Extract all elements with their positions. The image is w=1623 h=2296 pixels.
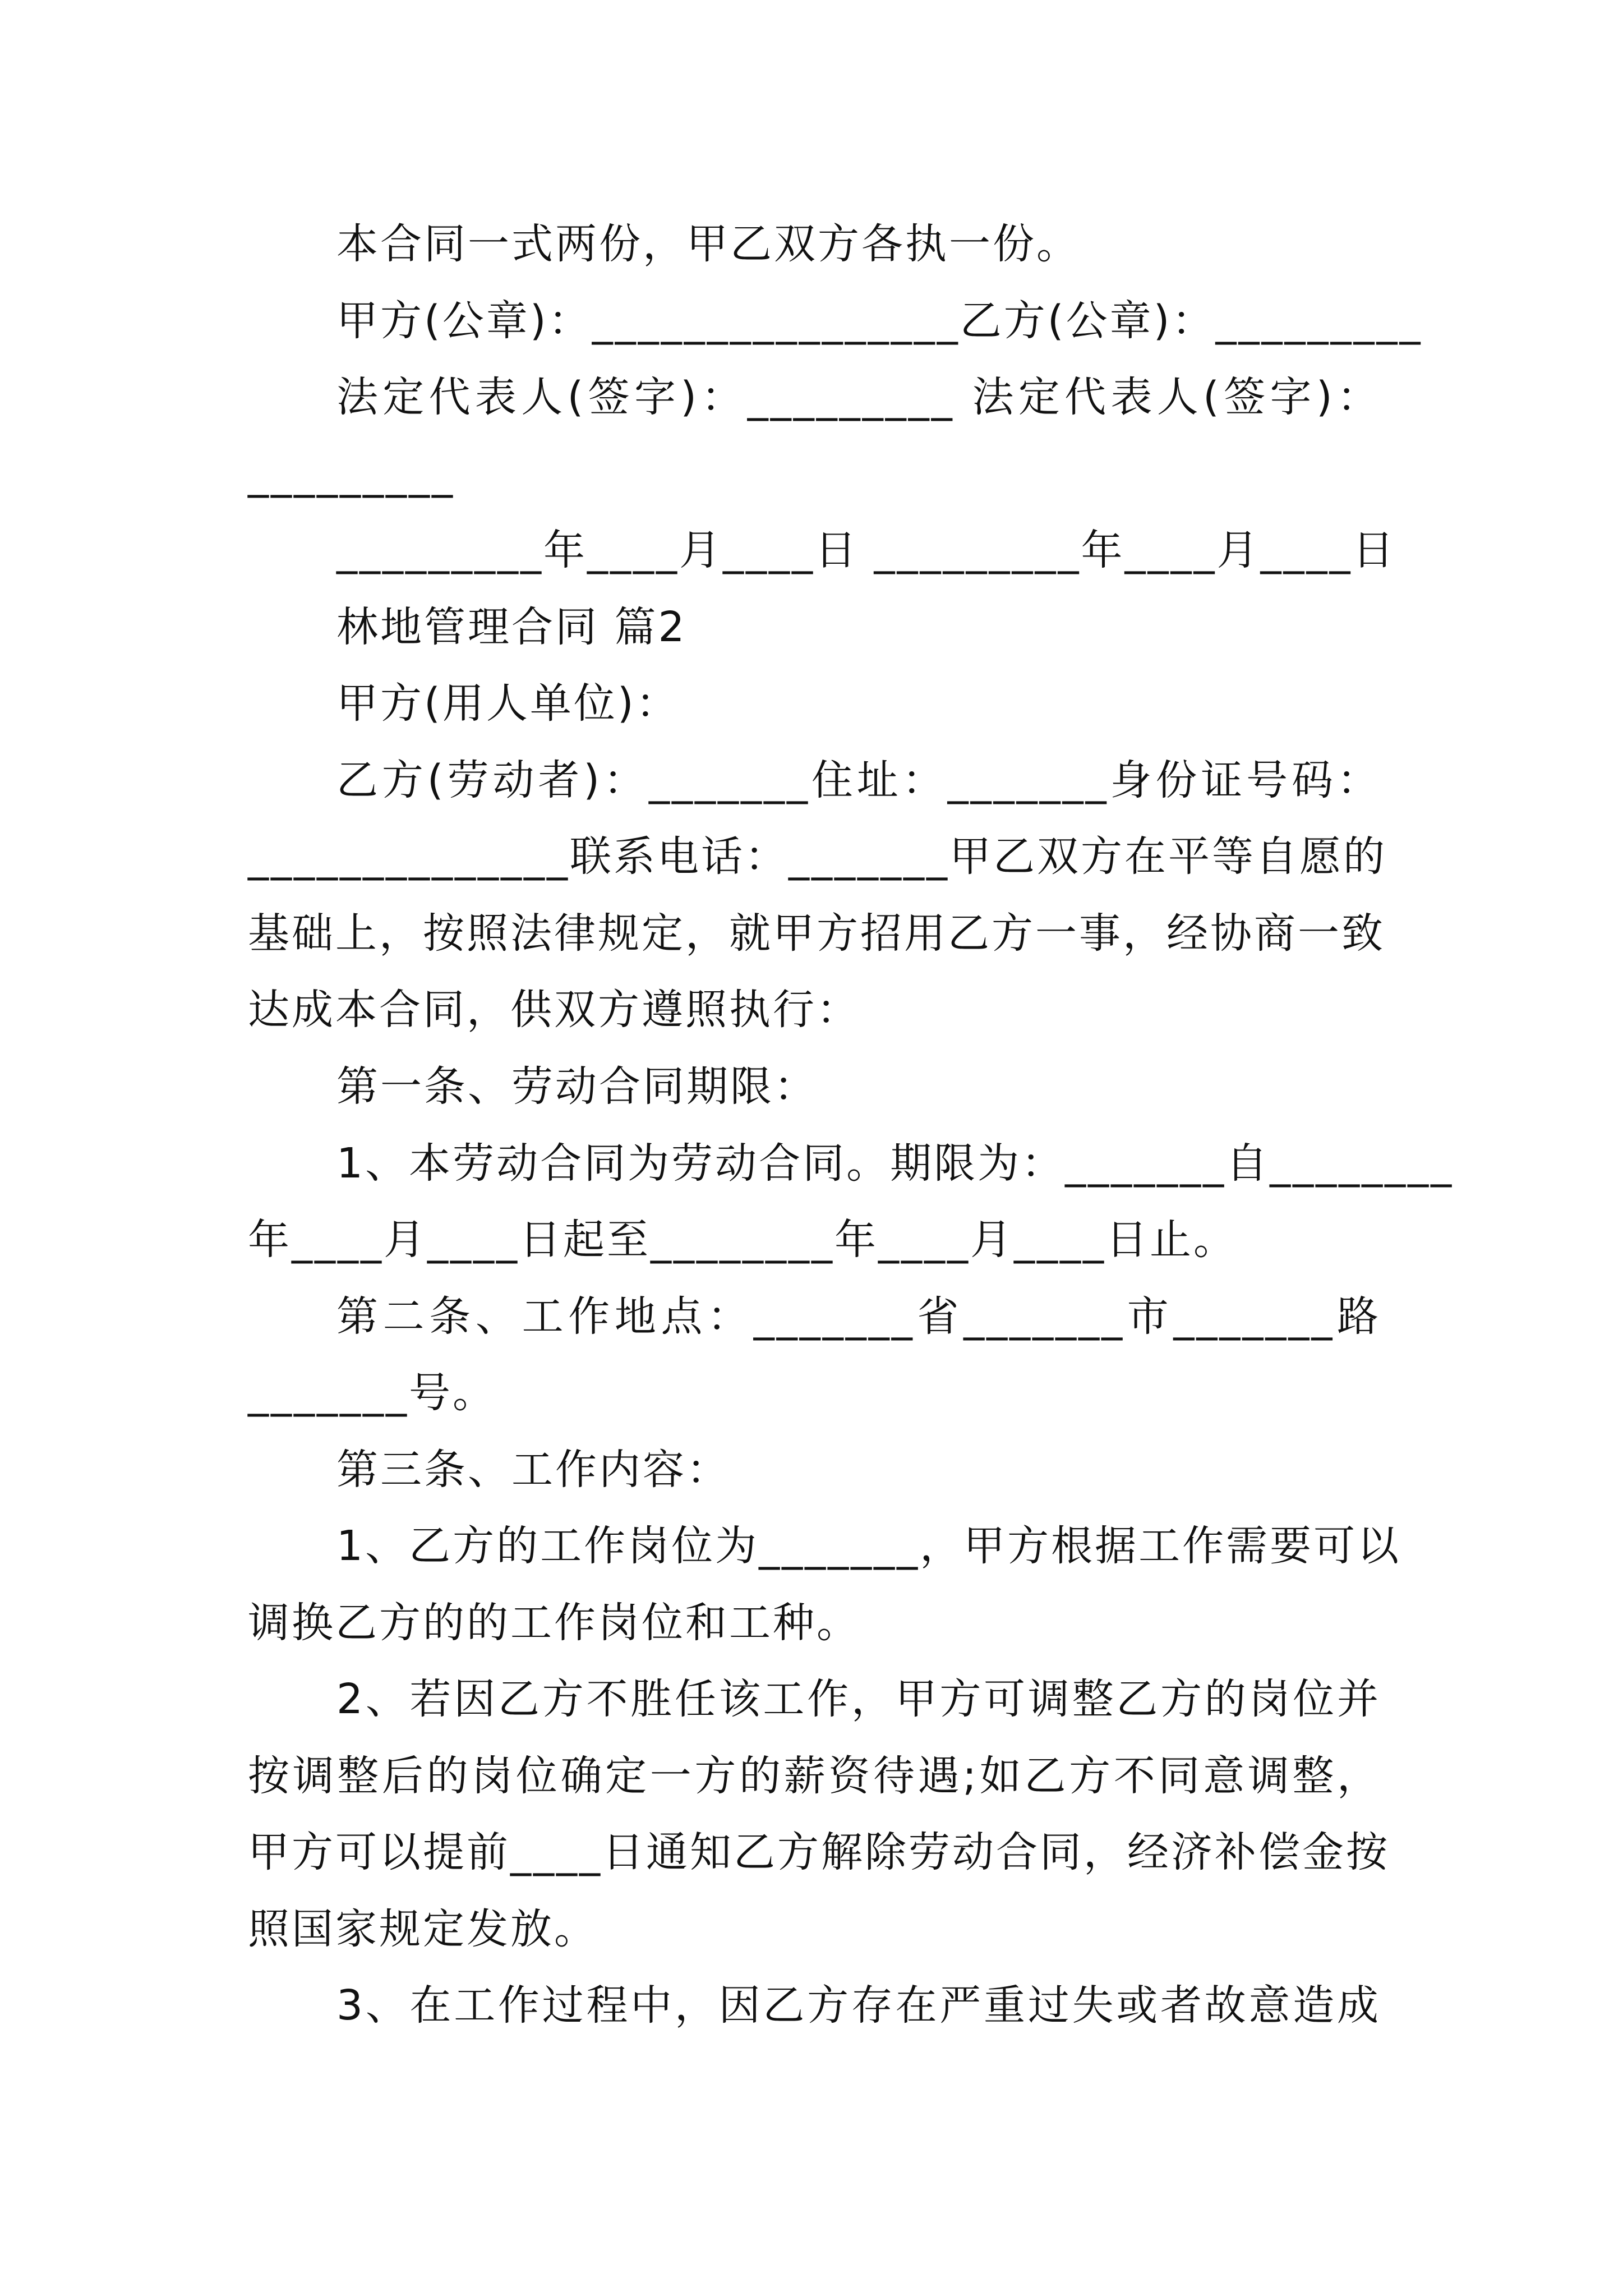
article-1-heading: 第一条、劳动合同期限： bbox=[336, 1062, 818, 1111]
text-line-2: 甲方(公章)：________________乙方(公章)：_________ bbox=[336, 297, 1423, 345]
text-line-10: 基础上，按照法律规定，就甲方招用乙方一事，经协商一致 bbox=[248, 909, 1385, 958]
text-line-16: _______号。 bbox=[248, 1369, 496, 1417]
article-2-line: 第二条、工作地点：_______省_______市_______路 bbox=[336, 1292, 1381, 1341]
article-3-heading: 第三条、工作内容： bbox=[336, 1446, 730, 1494]
text-line-4: _________ bbox=[248, 450, 455, 498]
text-line-5: _________年____月____日 _________年____月____日 bbox=[336, 526, 1396, 574]
text-line-11: 达成本合同，供双方遵照执行： bbox=[248, 986, 860, 1034]
text-line-21: 按调整后的岗位确定一方的薪资待遇;如乙方不同意调整， bbox=[248, 1752, 1381, 1800]
text-line-1: 本合同一式两份，甲乙双方各执一份。 bbox=[336, 220, 1080, 268]
text-line-3: 法定代表人(签字)：_________ 法定代表人(签字)： bbox=[336, 373, 1381, 421]
text-line-20: 2、若因乙方不胜任该工作，甲方可调整乙方的岗位并 bbox=[336, 1675, 1381, 1723]
text-line-23: 照国家规定发放。 bbox=[248, 1905, 598, 1953]
text-line-24: 3、在工作过程中，因乙方存在严重过失或者故意造成 bbox=[336, 1981, 1381, 2030]
text-line-9: ______________联系电话：_______甲乙双方在平等自愿的 bbox=[248, 832, 1387, 881]
text-line-8: 乙方(劳动者)：_______住址：_______身份证号码： bbox=[336, 756, 1381, 804]
text-line-22: 甲方可以提前____日通知乙方解除劳动合同，经济补偿金按 bbox=[248, 1828, 1390, 1876]
text-line-14: 年____月____日起至________年____月____日止。 bbox=[248, 1216, 1237, 1264]
text-line-18: 1、乙方的工作岗位为_______，甲方根据工作需要可以 bbox=[336, 1522, 1401, 1570]
text-line-19: 调换乙方的的工作岗位和工种。 bbox=[248, 1599, 860, 1647]
text-line-7: 甲方(用人单位)： bbox=[336, 679, 680, 728]
section-heading: 林地管理合同 篇2 bbox=[336, 603, 687, 651]
text-line-13: 1、本劳动合同为劳动合同。期限为：_______自________ bbox=[336, 1139, 1454, 1188]
